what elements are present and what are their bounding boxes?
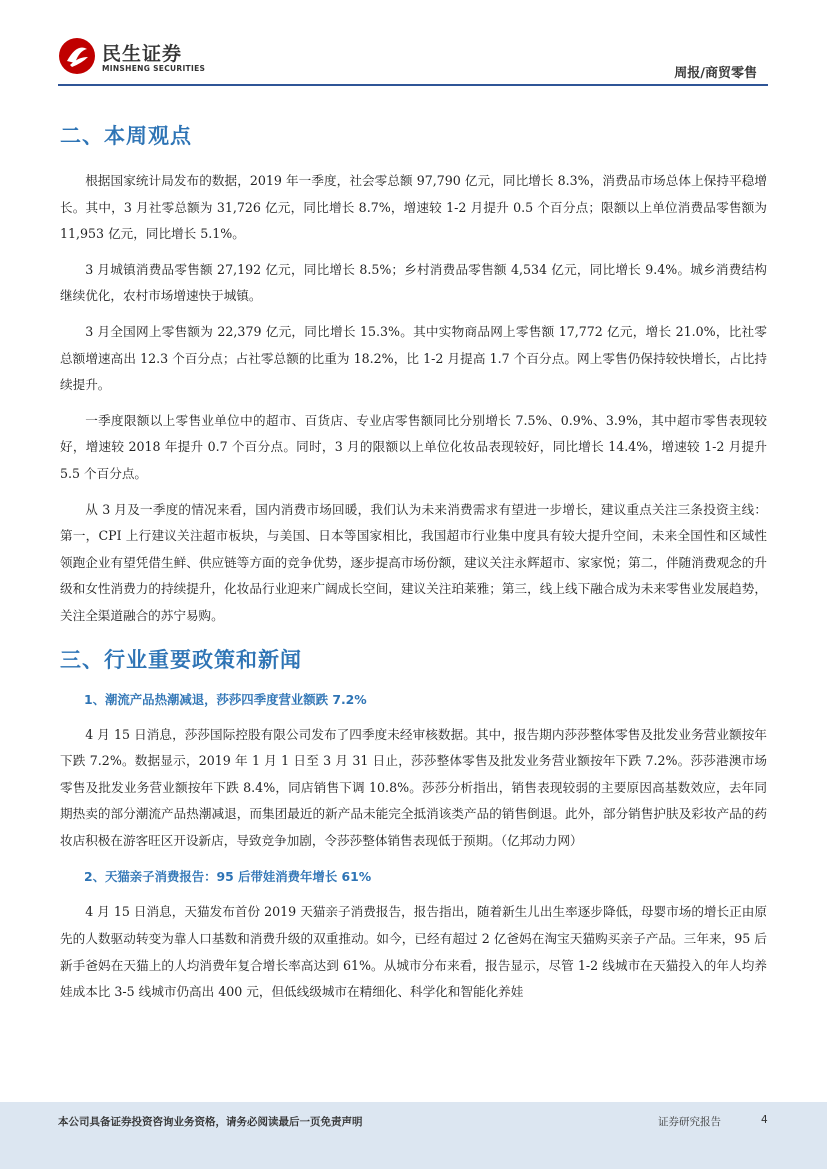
logo-chinese-name: 民生证券 [102, 43, 183, 65]
header-divider [58, 84, 768, 86]
paragraph: 根据国家统计局发布的数据，2019 年一季度，社会零总额 97,790 亿元，同比增长 8.3%，消费品市场总体上保持平稳增长。其中，3 月社零总额为 31,726 亿元，同比增长 8.7%，增速较 1-2 月提升 0.5 个百分点；限额以上单位消费品零售额为 11,953 亿元，同比增长 5.1%。 [60, 173, 767, 242]
news-body: 4 月 15 日消息，天猫发布首份 2019 天猫亲子消费报告，报告指出，随着新生儿出生率逐步降低，母婴市场的增长正由原先的人数驱动转变为靠人口基数和消费升级的双重推动。如今，已经有超过 2 亿爸妈在淘宝天猫购买亲子产品。三年来，95 后新手爸妈在天猫上的人均消费年复合增长率高达到 61%。从城市分布来看，报告显示，尽管 1-2 线城市在天猫投入的年人均养娃成本比 3-5 线城市仍高出 400 元，但低线级城市在精细化、科学化和智能化养娃 [60, 904, 767, 1000]
news-headline: 2、天猫亲子消费报告：95 后带娃消费年增长 61% [84, 869, 372, 885]
logo-english-name: MINSHENG SECURITIES [102, 64, 206, 73]
main-content [60, 118, 767, 1015]
paragraph: 从 3 月及一季度的情况来看，国内消费市场回暖，我们认为未来消费需求有望进一步增长，建议重点关注三条投资主线：第一，CPI 上行建议关注超市板块，与美国、日本等国家相比，我国超市行业集中度具有较大提升空间，未来全国性和区域性领跑企业有望凭借生鲜、供应链等方面的竞争优势，逐步提高市场份额，建议关注永辉超市、家家悦；第二，伴随消费观念的升级和女性消费力的持续提升，化妆品行业迎来广阔成长空间，建议关注珀莱雅；第三，线上线下融合成为未来零售业发展趋势，关注全渠道融合的苏宁易购。 [60, 501, 767, 623]
page-footer [0, 1102, 827, 1169]
page-header [0, 0, 827, 92]
page-number: 4 [761, 1114, 768, 1126]
paragraph: 3 月城镇消费品零售额 27,192 亿元，同比增长 8.5%；乡村消费品零售额 4,534 亿元，同比增长 9.4%。城乡消费结构继续优化，农村市场增速快于城镇。 [60, 261, 767, 304]
minsheng-logo-icon [58, 37, 96, 75]
paragraph: 3 月全国网上零售额为 22,379 亿元，同比增长 15.3%。其中实物商品网上零售额 17,772 亿元，增长 21.0%，比社零总额增速高出 12.3 个百分点；占社零总额的比重为 18.2%，比 1-2 月提高 1.7 个百分点。网上零售仍保持较快增长，占比持续提升。 [60, 323, 767, 393]
paragraph: 一季度限额以上零售业单位中的超市、百货店、专业店零售额同比分别增长 7.5%、0.9%、3.9%，其中超市零售表现较好，增速较 2018 年提升 0.7 个百分点。同时，3 月的限额以上单位化妆品表现较好，同比增长 14.4%，增速较 1-2 月提升 5.5 个百分点。 [60, 412, 767, 481]
news-headline: 1、潮流产品热潮减退，莎莎四季度营业额跌 7.2% [84, 691, 367, 707]
section-title-weekly-view: 二、本周观点 [60, 123, 192, 148]
news-body: 4 月 15 日消息，莎莎国际控股有限公司发布了四季度未经审核数据。其中，报告期内莎莎整体零售及批发业务营业额按年下跌 7.2%。数据显示，2019 年 1 月 1 日至 3 月 31 日止，莎莎整体零售及批发业务营业额按年下跌 7.2%。莎莎港澳市场零售及批发业务营业额按年下跌 8.4%，同店销售下调 10.8%。莎莎分析指出，销售表现较弱的主要原因高基数效应，去年同期热卖的部分潮流产品热潮减退，而集团最近的新产品未能完全抵消该类产品的销售倒退。此外，部分销售护肤及彩妆产品的药妆店积极在游客旺区开设新店，导致竞争加剧，令莎莎整体销售表现低于预期。（亿邦动力网） [60, 726, 767, 848]
company-logo [58, 37, 208, 77]
report-type-label: 周报/商贸零售 [674, 66, 757, 81]
footer-report-label: 证券研究报告 [658, 1116, 721, 1128]
footer-disclaimer: 本公司具备证券投资咨询业务资格，请务必阅读最后一页免责声明 [58, 1116, 363, 1128]
section-title-industry-news: 三、行业重要政策和新闻 [60, 646, 302, 672]
